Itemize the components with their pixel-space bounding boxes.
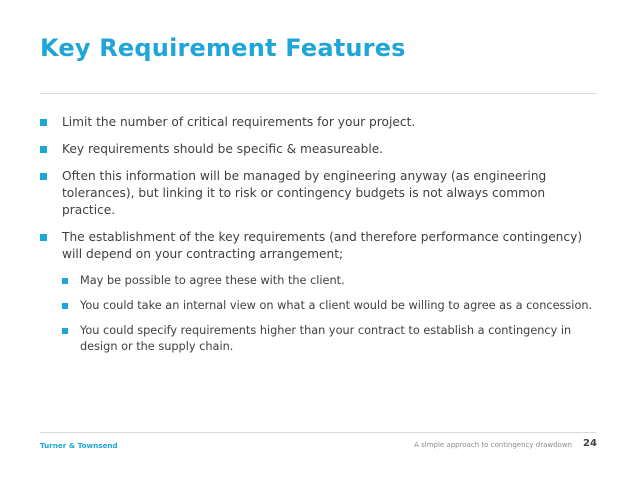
sub-bullet-text: You could take an internal view on what a client would be willing to agree as a concession. bbox=[80, 299, 593, 312]
footer-divider bbox=[40, 432, 596, 433]
title-divider bbox=[40, 93, 596, 94]
sub-bullet-text: May be possible to agree these with the client. bbox=[80, 274, 345, 287]
square-bullet-icon bbox=[62, 303, 68, 309]
square-bullet-icon bbox=[62, 278, 68, 284]
square-bullet-icon bbox=[40, 146, 47, 153]
sub-bullet-item bbox=[40, 323, 600, 355]
square-bullet-icon bbox=[40, 173, 47, 180]
square-bullet-icon bbox=[62, 328, 68, 334]
bullet-text: Often this information will be managed by engineering anyway (as engineering tolerances), but linking it to risk or contingency budgets is not always common practice. bbox=[62, 169, 547, 217]
footer-caption: A simple approach to contingency drawdown bbox=[414, 441, 572, 449]
bullet-text: Key requirements should be specific & measureable. bbox=[62, 142, 384, 156]
bullet-list bbox=[40, 114, 600, 364]
bullet-text: Limit the number of critical requirements for your project. bbox=[62, 115, 416, 129]
square-bullet-icon bbox=[40, 234, 47, 241]
slide-title: Key Requirement Features bbox=[40, 34, 406, 62]
bullet-text: The establishment of the key requirements (and therefore performance contingency) will depend on your contracting arrangement; bbox=[62, 230, 583, 261]
bullet-item bbox=[40, 141, 600, 158]
bullet-item bbox=[40, 168, 600, 219]
square-bullet-icon bbox=[40, 119, 47, 126]
bullet-item bbox=[40, 229, 600, 263]
brand-logo-text: Turner & Townsend bbox=[40, 441, 118, 450]
page-number: 24 bbox=[583, 438, 597, 449]
sub-bullet-item bbox=[40, 298, 600, 314]
sub-bullet-item bbox=[40, 273, 600, 289]
sub-bullet-text: You could specify requirements higher than your contract to establish a contingency in design or the supply chain. bbox=[80, 324, 572, 353]
bullet-item bbox=[40, 114, 600, 131]
